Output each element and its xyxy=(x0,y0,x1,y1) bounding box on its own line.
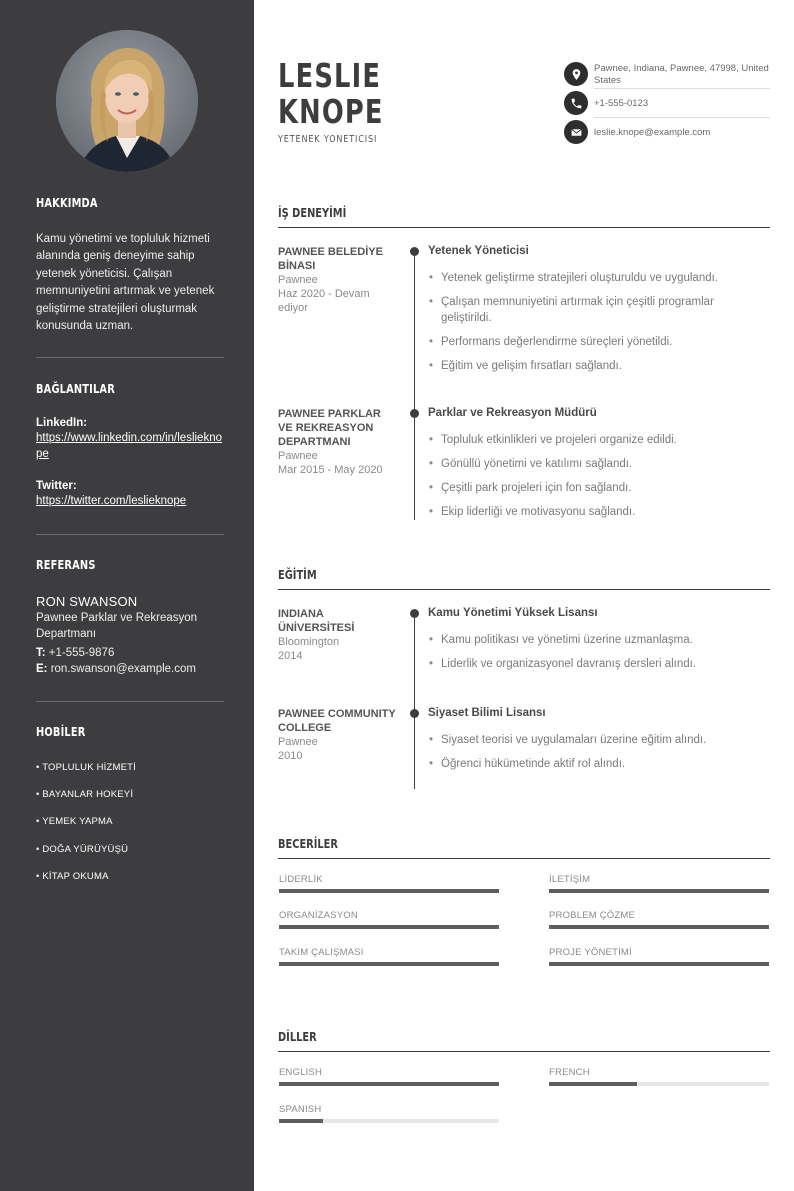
org-dates: Mar 2015 - May 2020 xyxy=(278,464,383,476)
languages-heading: DİLLER xyxy=(278,1030,317,1044)
twitter-label: Twitter: xyxy=(36,480,77,492)
skill-bar-fill xyxy=(279,962,499,966)
linkedin-label: LinkedIn: xyxy=(36,417,88,429)
full-name xyxy=(278,58,384,130)
language-bar-track xyxy=(549,1082,769,1086)
links-section xyxy=(36,382,224,396)
org-location: Pawnee xyxy=(278,274,318,286)
education-org xyxy=(278,707,396,763)
reference-org: Pawnee Parklar ve Rekreasyon Departmanı xyxy=(36,612,198,640)
section-divider xyxy=(278,1051,770,1052)
reference-phone xyxy=(36,645,224,661)
language-item xyxy=(279,1067,499,1078)
skill-bar-track xyxy=(279,962,499,966)
twitter-link[interactable]: https://twitter.com/leslieknope xyxy=(36,495,187,507)
bullet-item: • Siyaset teorisi ve uygulamaları üzerine eğitim alındı. xyxy=(428,732,748,748)
org-dates: 2014 xyxy=(278,650,303,662)
org-location: Pawnee xyxy=(278,450,318,462)
envelope-icon xyxy=(564,120,588,144)
skill-item xyxy=(279,910,499,921)
timeline-dot xyxy=(410,409,419,418)
skill-bar-track xyxy=(279,925,499,929)
language-item xyxy=(549,1067,769,1078)
role-title: Parklar ve Rekreasyon Müdürü xyxy=(428,407,597,419)
skill-bar-track xyxy=(279,889,499,893)
about-heading: HAKKIMDA xyxy=(36,196,98,210)
reference-email-value: ron.swanson@example.com xyxy=(50,663,196,675)
sidebar-divider xyxy=(36,701,224,702)
sidebar-divider xyxy=(36,534,224,535)
bullet-item: • Kamu politikası ve yönetimi üzerine uzmanlaşma. xyxy=(428,632,748,648)
timeline-dot xyxy=(410,247,419,256)
skill-item xyxy=(279,947,499,958)
org-name: INDIANA ÜNİVERSİTESİ xyxy=(278,608,355,634)
timeline-line xyxy=(414,252,415,520)
role-bullets xyxy=(428,270,748,382)
contact-block xyxy=(564,62,770,152)
org-dates: 2010 xyxy=(278,750,303,762)
bullet-item: • Gönüllü yönetimi ve katılımı sağlandı. xyxy=(428,456,748,472)
org-dates: Haz 2020 - Devam ediyor xyxy=(278,288,370,314)
skill-item xyxy=(549,910,769,921)
job-title: YETENEK YÖNETİCİSİ xyxy=(278,134,378,145)
hobby-item: • DOĞA YÜRÜYÜŞÜ xyxy=(36,844,129,855)
bullet-item: • Liderlik ve organizasyonel davranış dersleri alındı. xyxy=(428,656,748,672)
last-name: KNOPE xyxy=(278,92,384,131)
bullet-item: • Topluluk etkinlikleri ve projeleri organize edildi. xyxy=(428,432,748,448)
contact-email: leslie.knope@example.com xyxy=(594,127,711,138)
skill-bar-fill xyxy=(549,889,769,893)
language-bar-fill xyxy=(279,1082,499,1086)
timeline-dot xyxy=(410,609,419,618)
bullet-item: • Eğitim ve gelişim fırsatları sağlandı. xyxy=(428,358,748,374)
skill-label: TAKIM ÇALIŞMASI xyxy=(279,947,364,958)
skill-label: ORGANİZASYON xyxy=(279,910,358,921)
skill-bar-fill xyxy=(279,925,499,929)
education-heading: EĞİTİM xyxy=(278,568,317,582)
skill-bar-track xyxy=(549,962,769,966)
linkedin-block xyxy=(36,417,224,462)
skill-label: LİDERLİK xyxy=(279,874,323,885)
hobbies-heading: HOBİLER xyxy=(36,725,86,739)
degree-bullets xyxy=(428,732,748,780)
role-bullets xyxy=(428,432,748,528)
hobbies-section xyxy=(36,725,224,739)
org-name: PAWNEE BELEDİYE BİNASI xyxy=(278,246,383,272)
skill-bar-fill xyxy=(279,889,499,893)
about-text: Kamu yönetimi ve topluluk hizmeti alanında geniş deneyime sahip yetenek yöneticisi. Çalışan memnuniyetini artırmak ve yetenek geliştirme stratejileri oluşturmak konusunda uzman. xyxy=(36,233,215,333)
hobby-item: • KİTAP OKUMA xyxy=(36,871,109,882)
contact-address: Pawnee, Indiana, Pawnee, 47998, United States xyxy=(594,63,769,86)
contact-phone: +1-555-0123 xyxy=(594,98,649,109)
skills-heading: BECERİLER xyxy=(278,837,338,851)
skill-bar-track xyxy=(549,889,769,893)
reference-phone-value: +1-555-9876 xyxy=(48,647,115,659)
sidebar-divider xyxy=(36,357,224,358)
role-title: Yetenek Yöneticisi xyxy=(428,245,529,257)
about-section xyxy=(36,196,224,210)
hobby-item: • BAYANLAR HOKEYİ xyxy=(36,789,134,800)
language-bar-track xyxy=(279,1119,499,1123)
reference-section xyxy=(36,558,224,572)
skill-bar-track xyxy=(549,925,769,929)
portrait-image xyxy=(56,30,198,172)
bullet-item: • Ekip liderliği ve motivasyonu sağlandı. xyxy=(428,504,748,520)
skill-label: PROJE YÖNETİMİ xyxy=(549,947,632,958)
section-divider xyxy=(278,589,770,590)
degree-title: Siyaset Bilimi Lisansı xyxy=(428,707,546,719)
org-location: Bloomington xyxy=(278,636,340,648)
twitter-block xyxy=(36,480,224,509)
skill-item xyxy=(549,874,769,885)
skill-bar-fill xyxy=(549,925,769,929)
reference-email xyxy=(36,661,224,677)
skill-item xyxy=(279,874,499,885)
bullet-item: • Yetenek geliştirme stratejileri oluşturuldu ve uygulandı. xyxy=(428,270,748,286)
reference-name: RON SWANSON xyxy=(36,594,138,609)
first-name: LESLIE xyxy=(278,56,382,95)
experience-org xyxy=(278,245,396,315)
skill-label: İLETİŞİM xyxy=(549,874,591,885)
language-bar-fill xyxy=(549,1082,637,1086)
org-location: Pawnee xyxy=(278,736,318,748)
contact-divider xyxy=(594,88,770,89)
bullet-item: • Öğrenci hükümetinde aktif rol alındı. xyxy=(428,756,748,772)
bullet-item: • Çeşitli park projeleri için fon sağlandı. xyxy=(428,480,748,496)
org-name: PAWNEE PARKLAR VE REKREASYON DEPARTMANI xyxy=(278,408,381,448)
experience-org xyxy=(278,407,396,477)
degree-title: Kamu Yönetimi Yüksek Lisansı xyxy=(428,607,598,619)
experience-heading: İŞ DENEYİMİ xyxy=(278,206,347,220)
skill-bar-fill xyxy=(549,962,769,966)
language-label: SPANISH xyxy=(279,1104,322,1115)
skill-label: PROBLEM ÇÖZME xyxy=(549,910,635,921)
language-bar-track xyxy=(279,1082,499,1086)
reference-email-label: E: xyxy=(36,663,48,675)
hobby-item: • TOPLULUK HİZMETİ xyxy=(36,762,137,773)
location-pin-icon xyxy=(564,62,588,86)
language-bar-fill xyxy=(279,1119,323,1123)
reference-heading: REFERANS xyxy=(36,558,96,572)
bullet-item: • Performans değerlendirme süreçleri yönetildi. xyxy=(428,334,748,350)
profile-photo xyxy=(56,30,198,172)
org-name: PAWNEE COMMUNITY COLLEGE xyxy=(278,708,396,734)
linkedin-link[interactable]: https://www.linkedin.com/in/leslieknope xyxy=(36,432,222,460)
phone-icon xyxy=(564,91,588,115)
hobbies-list xyxy=(36,762,224,892)
timeline-dot xyxy=(410,709,419,718)
sidebar xyxy=(0,0,254,1191)
language-item xyxy=(279,1104,499,1115)
degree-bullets xyxy=(428,632,748,680)
section-divider xyxy=(278,858,770,859)
section-divider xyxy=(278,227,770,228)
skill-item xyxy=(549,947,769,958)
education-org xyxy=(278,607,396,663)
hobby-item: • YEMEK YAPMA xyxy=(36,816,113,827)
language-label: FRENCH xyxy=(549,1067,590,1078)
contact-divider xyxy=(594,117,770,118)
reference-block xyxy=(36,594,224,677)
bullet-item: • Çalışan memnuniyetini artırmak için çeşitli programlar geliştirildi. xyxy=(428,294,748,326)
timeline-line xyxy=(414,614,415,789)
language-label: ENGLISH xyxy=(279,1067,323,1078)
links-heading: BAĞLANTILAR xyxy=(36,382,115,396)
reference-phone-label: T: xyxy=(36,647,46,659)
